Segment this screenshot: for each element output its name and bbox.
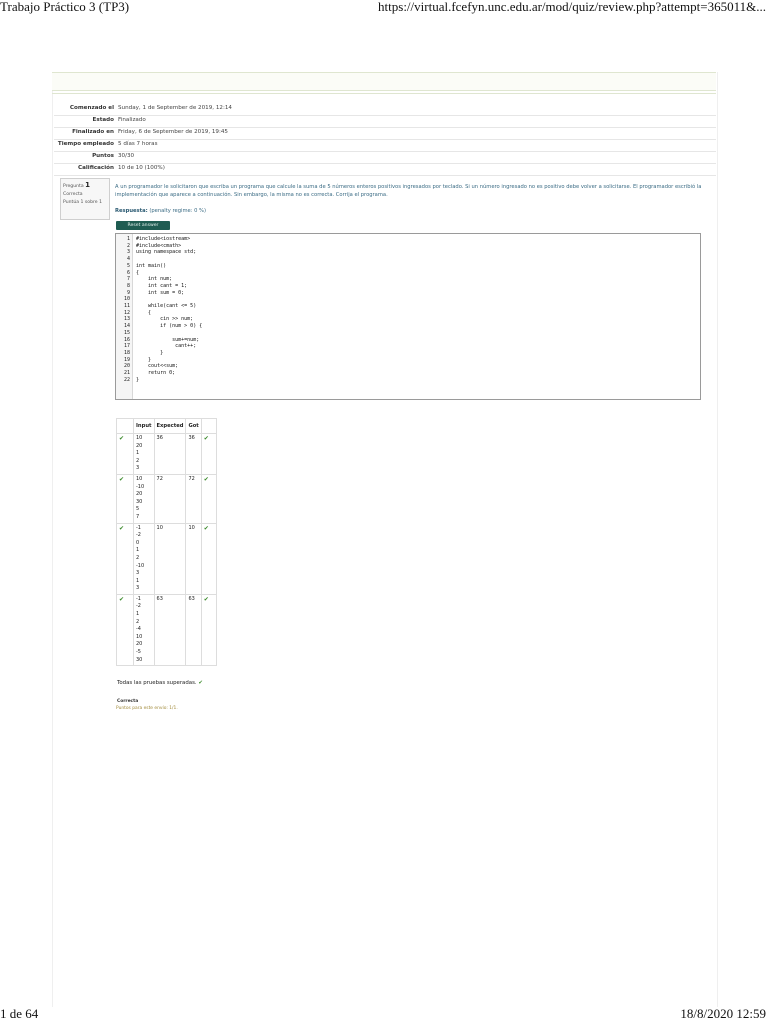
line-number: 19 xyxy=(123,356,130,363)
line-number: 21 xyxy=(123,370,130,376)
line-number: 14 xyxy=(123,323,130,330)
input-value: 1 xyxy=(136,547,140,554)
got-cell: 72 xyxy=(186,474,201,523)
code-text[interactable]: using namespace std; xyxy=(136,249,197,256)
header-got: Got xyxy=(186,419,201,434)
expected-cell: 36 xyxy=(154,434,186,475)
summary-row xyxy=(54,140,716,152)
input-value: 0 xyxy=(136,539,140,546)
line-number: 10 xyxy=(123,296,130,303)
input-value: 30 xyxy=(136,656,143,663)
expected-cell: 10 xyxy=(154,523,186,594)
line-number: 12 xyxy=(123,309,130,316)
input-cell xyxy=(134,594,155,665)
code-text[interactable]: sum+=num; xyxy=(136,336,200,343)
input-value: -10 xyxy=(136,562,145,569)
input-cell xyxy=(134,434,155,475)
check-icon: ✔ xyxy=(198,680,203,686)
all-tests-passed xyxy=(117,680,203,686)
question-state: Correcta xyxy=(63,192,83,197)
feedback-state: Correcta xyxy=(117,699,139,704)
input-value: 1 xyxy=(136,611,140,618)
summary-value: 5 días 7 horas xyxy=(118,141,158,147)
divider xyxy=(52,93,716,94)
input-cell xyxy=(134,523,155,594)
summary-row xyxy=(54,128,716,140)
input-value: 10 xyxy=(136,633,143,640)
line-number: 17 xyxy=(123,343,130,350)
question-label: Pregunta xyxy=(63,184,84,189)
result-row xyxy=(117,594,217,665)
code-text[interactable]: return 0; xyxy=(136,370,176,376)
got-cell: 10 xyxy=(186,523,201,594)
input-value: 20 xyxy=(136,491,143,498)
summary-value: Friday, 6 de September de 2019, 19:45 xyxy=(118,129,228,135)
code-text[interactable]: } xyxy=(136,349,164,356)
reset-answer-button[interactable]: Reset answer xyxy=(116,221,170,230)
expected-cell: 72 xyxy=(154,474,186,523)
print-url[interactable]: https://virtual.fcefyn.unc.edu.ar/mod/quiz/review.php?attempt=365011&... xyxy=(378,0,766,14)
got-pass-check-icon: ✔ xyxy=(203,595,209,603)
row-pass-check-icon: ✔ xyxy=(119,524,125,532)
input-value: 10 xyxy=(136,435,143,441)
input-value: 1 xyxy=(136,450,140,457)
input-value: 2 xyxy=(136,554,140,561)
code-text[interactable]: while(cant <= 5) xyxy=(136,303,197,309)
summary-key: Calificación xyxy=(77,165,114,171)
line-number: 3 xyxy=(126,249,130,256)
code-text[interactable]: cant++; xyxy=(136,343,197,350)
row-pass-check-icon: ✔ xyxy=(119,435,125,442)
expected-cell: 63 xyxy=(154,594,186,665)
code-text[interactable]: } xyxy=(136,356,152,363)
line-number: 6 xyxy=(126,269,130,276)
summary-value: 30/30 xyxy=(118,153,135,159)
got-cell: 63 xyxy=(186,594,201,665)
question-text: A un programador le solicitaron que escriba un programa que calcule la suma de 5 números enteros positivos ingresados por teclado. Si un número ingresado no es positivo debe volver a solicitarse. El programador escribió la implementación que aparece a continuación. Sin embargo, la misma no es correcta. Corrija el programa. xyxy=(115,184,702,198)
line-number: 9 xyxy=(126,289,130,296)
code-editor[interactable] xyxy=(115,233,701,400)
input-value: 2 xyxy=(136,457,140,464)
print-date: 18/8/2020 12:59 xyxy=(680,1006,766,1021)
result-row xyxy=(117,434,217,475)
summary-value: 10 de 10 (100%) xyxy=(118,165,165,171)
results-header-row xyxy=(117,419,217,434)
summary-key: Estado xyxy=(92,117,114,123)
line-number: 18 xyxy=(123,349,130,356)
print-header xyxy=(0,0,768,16)
code-text[interactable]: cout<<sum; xyxy=(136,363,179,370)
line-number: 13 xyxy=(123,316,130,323)
code-text[interactable]: int main() xyxy=(136,262,167,269)
code-text[interactable]: if (num > 0) { xyxy=(136,323,203,330)
line-number: 8 xyxy=(126,282,130,289)
input-value: 1 xyxy=(136,577,140,584)
line-number: 5 xyxy=(126,262,130,269)
summary-key: Comenzado el xyxy=(69,105,114,111)
result-row xyxy=(117,523,217,594)
result-row xyxy=(117,474,217,523)
line-number: 16 xyxy=(123,336,130,343)
input-value: -1 xyxy=(136,524,141,531)
summary-row xyxy=(54,164,716,176)
got-cell: 36 xyxy=(186,434,201,475)
input-value: 5 xyxy=(136,506,140,513)
input-value: -2 xyxy=(136,603,141,610)
response-line xyxy=(115,208,206,214)
print-footer xyxy=(0,1006,768,1024)
input-value: 3 xyxy=(136,570,140,577)
input-value: -10 xyxy=(136,483,145,490)
summary-row xyxy=(54,116,716,128)
summary-value: Finalizado xyxy=(118,117,146,123)
code-text[interactable]: cin >> num; xyxy=(136,316,194,323)
summary-key: Finalizado en xyxy=(72,129,114,135)
attempt-summary-table xyxy=(54,104,716,176)
header-expected: Expected xyxy=(154,419,186,434)
input-value: 3 xyxy=(136,465,140,472)
row-pass-check-icon: ✔ xyxy=(119,475,125,483)
input-value: 7 xyxy=(136,513,140,520)
input-value: 20 xyxy=(136,442,143,449)
penalty-regime: (penalty regime: 0 %) xyxy=(149,208,206,214)
code-text[interactable]: { xyxy=(136,309,152,316)
code-text[interactable]: int num; xyxy=(136,276,173,283)
input-value: -1 xyxy=(136,595,141,602)
feedback-marks: Puntos para este envío: 1/1. xyxy=(116,706,178,711)
got-pass-check-icon: ✔ xyxy=(203,524,209,532)
all-passed-text: Todas las pruebas superadas. xyxy=(117,680,197,686)
code-text[interactable]: { xyxy=(136,269,140,276)
line-number: 22 xyxy=(123,376,130,383)
question-number: 1 xyxy=(85,181,91,189)
response-label: Respuesta: xyxy=(115,208,148,214)
input-cell xyxy=(134,474,155,523)
header-input: Input xyxy=(134,419,155,434)
got-pass-check-icon: ✔ xyxy=(203,475,209,483)
got-pass-check-icon: ✔ xyxy=(203,435,209,442)
question-info-box xyxy=(60,178,110,220)
input-value: 3 xyxy=(136,585,140,592)
input-value: -5 xyxy=(136,649,141,656)
summary-key: Puntos xyxy=(92,153,114,159)
input-value: -2 xyxy=(136,532,141,539)
print-doc-title: Trabajo Práctico 3 (TP3) xyxy=(0,0,130,14)
input-value: 30 xyxy=(136,498,143,505)
code-text[interactable]: } xyxy=(136,376,140,383)
summary-value: Sunday, 1 de September de 2019, 12:14 xyxy=(118,105,232,111)
line-number: 11 xyxy=(123,303,130,309)
line-number: 15 xyxy=(123,329,130,336)
line-number: 20 xyxy=(123,363,130,370)
code-text[interactable]: int sum = 0; xyxy=(136,289,185,296)
code-text[interactable]: #include<cmath> xyxy=(136,242,182,249)
top-strip xyxy=(52,72,716,91)
input-value: 2 xyxy=(136,618,140,625)
code-line[interactable] xyxy=(116,377,700,384)
input-value: 20 xyxy=(136,641,143,648)
input-value: 10 xyxy=(136,475,143,482)
summary-key: Tiempo empleado xyxy=(57,141,114,147)
summary-row xyxy=(54,104,716,116)
row-pass-check-icon: ✔ xyxy=(119,595,125,603)
line-number: 7 xyxy=(126,276,130,283)
code-text[interactable]: int cant = 1; xyxy=(136,282,188,289)
line-number: 4 xyxy=(126,256,130,263)
line-number: 1 xyxy=(126,236,130,242)
code-text[interactable]: #include<iostream> xyxy=(136,236,191,242)
input-value: -4 xyxy=(136,626,141,633)
question-marks: Puntúa 1 sobre 1 xyxy=(63,200,102,205)
line-number: 2 xyxy=(126,242,130,249)
print-page-number: 1 de 64 xyxy=(0,1006,39,1021)
summary-row xyxy=(54,152,716,164)
test-results-table xyxy=(116,418,217,666)
